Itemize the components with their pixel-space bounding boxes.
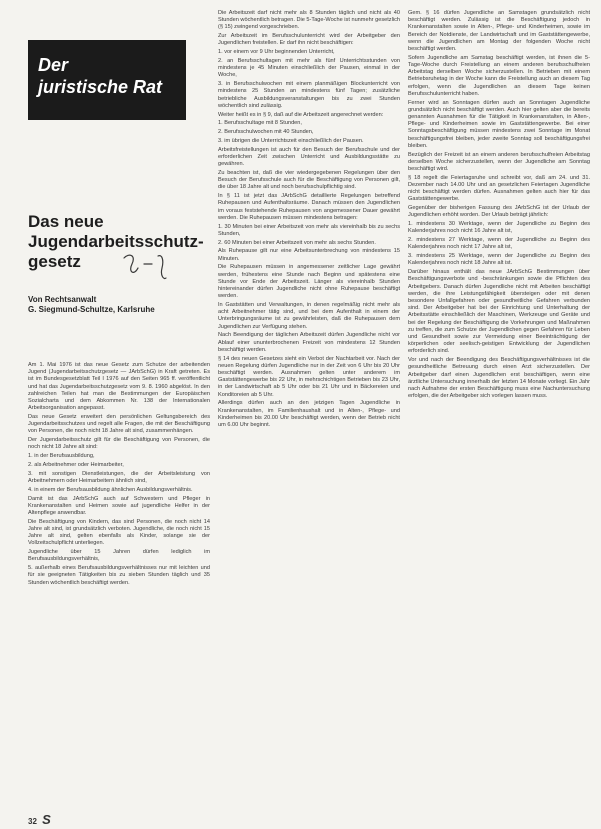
list-item: 5. außerhalb eines Berufsausbildungsverhältnisses nur mit leichten und für sie geeigneten Tätigkeiten bis zu sieben Stunden täglich und 35 Stunden wöchentlich beschäftigt werden. bbox=[28, 565, 210, 586]
list-item: 2. mindestens 27 Werktage, wenn der Jugendliche zu Beginn des Kalenderjahres noch nicht 17 Jahre alt ist, bbox=[408, 237, 590, 251]
author-line-2: G. Siegmund-Schultze, Karlsruhe bbox=[28, 305, 155, 314]
text-column-2 bbox=[218, 10, 400, 810]
list-item: 1. in der Berufsausbildung, bbox=[28, 453, 95, 460]
author-line-1: Von Rechtsanwalt bbox=[28, 295, 97, 304]
list-item: 3. mit sonstigen Dienstleistungen, die der Arbeitsleistung von Arbeitnehmern oder Heimarbeitern ähnlich sind, bbox=[28, 470, 210, 485]
page-number: 32 bbox=[28, 817, 37, 826]
handwritten-note bbox=[118, 250, 178, 284]
paragraph: Zur Arbeitszeit im Berufsschulunterricht wird der Arbeitgeber den Jugendlichen freistellen. Er darf ihn nicht beschäftigen: bbox=[218, 33, 400, 47]
paragraph: Zu beachten ist, daß die vier wiedergegebenen Regelungen über den Besuch der Berufsschule auch für die Beschäftigung von Personen gilt, die über 18 Jahre alt und noch berufsschulpflichtig sind. bbox=[218, 170, 400, 191]
paragraph: Damit ist das JArbSchG auch auf Schwestern und Pfleger in Krankenanstalten und Heimen sowie auf jugendliche Helfer in der Altenpflege anwendbar. bbox=[28, 495, 210, 517]
list-item: 3. mindestens 25 Werktage, wenn der Jugendliche zu Beginn des Kalenderjahres noch nicht 18 Jahre alt ist. bbox=[408, 253, 590, 267]
rubric-line-2: juristische Rat bbox=[38, 77, 163, 97]
list-item: 2. an Berufsschultagen mit mehr als fünf Unterrichtsstunden von mindestens je 45 Minuten einschließlich der Pausen, einmal in der Woche, bbox=[218, 58, 400, 79]
title-line-3: gesetz bbox=[28, 252, 81, 271]
paragraph: § 18 regelt die Feiertagsruhe und schreibt vor, daß am 24. und 31. Dezember nach 14.00 Uhr und an gesetzlichen Feiertagen Jugendliche nicht beschäftigt werden dürfen. Ausnahmen gelten auch hier für das Gaststättengewerbe. bbox=[408, 174, 590, 203]
paragraph: Vor und nach der Beendigung des Beschäftigungsverhältnisses ist die gesundheitliche Betreuung durch einen Arzt sicherzustellen. Der Arbeitgeber darf einen Jugendlichen erst beschäftigen, wenn eine ärztliche Untersuchung innerhalb der letzten 14 Monate vorliegt. Ein Jahr nach Aufnahme der ersten Beschäftigung muss eine Nachuntersuchung erfolgen, die der Arbeitgeber sich vorlegen lassen muss. bbox=[408, 357, 590, 400]
paragraph: Nach Beendigung der täglichen Arbeitszeit dürfen Jugendliche nicht vor Ablauf einer ununterbrochenen Freizeit von mindestens 12 Stunden beschäftigt werden. bbox=[218, 332, 400, 353]
paragraph: In § 11 ist jetzt das JArbSchG detaillierte Regelungen betreffend Ruhepausen und Aufenthaltsräume. Danach müssen den Jugendlichen im voraus feststehende Ruhepausen von angemessener Dauer gewährt werden. Die Ruhepausen müssen mindestens betragen: bbox=[218, 193, 400, 221]
paragraph: Am 1. Mai 1976 ist das neue Gesetz zum Schutze der arbeitenden Jugend (Jugendarbeitsschutzgesetz — JArbSchG) in Kraft getreten. Es ist im Bundesgesetzblatt Teil I 1976 auf den Seiten 965 ff. veröffentlicht und hat das Jugendarbeitsschutzgesetz vom 9. 8. 1960 abgelöst. In den zahlreichen Teilen hat man die Bestimmungen der Europäischen Sozialcharta und dem Abkommen Nr. 138 der Internationalen Arbeitsorganisation angepasst. bbox=[28, 362, 210, 412]
publisher-logo: S bbox=[42, 812, 51, 827]
list-item: 2. 60 Minuten bei einer Arbeitszeit von mehr als sechs Stunden. bbox=[218, 239, 376, 246]
paragraph: Allerdings dürfen auch an den jetzigen Tagen Jugendliche in Krankenanstalten, im Familienhaushalt und in Alten-, Pflege- und Kinderheimen bis 20.00 Uhr beschäftigt werden, wenn der Betrieb nicht um 6.00 Uhr beginnt. bbox=[218, 400, 400, 429]
paragraph: Der Jugendarbeitsschutz gilt für die Beschäftigung von Personen, die noch nicht 18 Jahre alt sind: bbox=[28, 437, 210, 451]
paragraph: Gem. § 16 dürfen Jugendliche an Samstagen grundsätzlich nicht beschäftigt werden. Zulässig ist die Beschäftigung jedoch in Krankenanstalten sowie in Alten-, Pflege- und Kinderheimen, sowie im Bereich der Notdienste, der Landwirtschaft und im Gaststättengewerbe, wenn die Jugendlichen am Montag der folgenden Woche nicht beschäftigt werden. bbox=[408, 10, 590, 53]
paragraph: Das neue Gesetz erweitert den persönlichen Geltungsbereich des Jugendarbeitsschutzes und regelt alle Fragen, die mit der Beschäftigung von Personen, die noch nicht 18 Jahre alt sind, zusammenhängen. bbox=[28, 414, 210, 435]
paragraph: § 14 des neuen Gesetzes sieht ein Verbot der Nachtarbeit vor. Nach der neuen Regelung dürfen Jugendliche nur in der Zeit von 6 Uhr bis 20 Uhr beschäftigt werden. Ausnahmen gelten unter anderem im Gaststättengewerbe bis 22 Uhr, in mehrschichtigen Betrieben bis 23 Uhr, in der Landwirtschaft ab 5 Uhr oder bis 21 Uhr und in Bäckereien und Konditoreien ab 5 Uhr. bbox=[218, 355, 400, 398]
paragraph: Jugendliche über 15 Jahren dürfen lediglich im Berufsausbildungsverhältnis, bbox=[28, 549, 210, 563]
paragraph: Sofern Jugendliche am Samstag beschäftigt werden, ist ihnen die 5-Tage-Woche durch Freistellung an einem anderen berufsschulfreien Arbeitstag derselben Woche sicherzustellen. In Betrieben mit einem Betriebsruhetag in der Woche kann die Freistellung auch an diesem Tag erfolgen, wenn die Jugendlichen an diesem Tage keinen Berufsschulunterricht haben. bbox=[408, 54, 590, 97]
text-column-1 bbox=[28, 362, 210, 802]
title-line-2: Jugendarbeitsschutz- bbox=[28, 232, 204, 251]
paragraph: Arbeitsfreistellungen ist auch für den Besuch der Berufsschule und der erforderlichen Zeit zwischen Unterricht und Ausbildungsstätte zu gewähren. bbox=[218, 146, 400, 168]
paragraph: Als Ruhepause gilt nur eine Arbeitsunterbrechung von mindestens 15 Minuten. bbox=[218, 248, 400, 262]
list-item: 2. Berufsschulwochen mit 40 Stunden, bbox=[218, 129, 314, 136]
list-item: 3. in Berufsschulwochen mit einem planmäßigen Blockunterricht von mindestens 25 Stunden an mindestens fünf Tagen; zusätzliche betriebliche Ausbildungsveranstaltungen bis zu zwei Stunden wöchentlich sind zulässig. bbox=[218, 81, 400, 109]
paragraph: Weiter heißt es in § 9, daß auf die Arbeitszeit angerechnet werden: bbox=[218, 111, 384, 118]
paragraph: Die Arbeitszeit darf nicht mehr als 8 Stunden täglich und nicht als 40 Stunden wöchentlich betragen. Die 5-Tage-Woche ist nunmehr gesetzlich (§ 15) zwingend vorgeschrieben. bbox=[218, 10, 400, 31]
paragraph: In Gaststätten und Verwaltungen, in denen regelmäßig nicht mehr als acht Arbeitnehmer tätig sind, und bei dem Aufenthalt in einem der Unterbringungsräume ist zu gewährleisten, daß die Ruhepausen dem Jugendlichen zur Verfügung stehen. bbox=[218, 302, 400, 330]
text-column-3 bbox=[408, 10, 590, 810]
list-item: 3. im übrigen die Unterrichtszeit einschließlich der Pausen. bbox=[218, 138, 364, 144]
paragraph: Bezüglich der Freizeit ist an einem anderen berufsschulfreien Arbeitstag derselben Woche sicherzustellen, wenn der Jugendliche am Sonntag beschäftigt wird. bbox=[408, 151, 590, 173]
paragraph: Die Beschäftigung von Kindern, das sind Personen, die noch nicht 14 Jahre alt sind, ist grundsätzlich verboten. Jugendliche, die noch nicht 15 Jahre alt sind, gelten ebenfalls als Kinder, solange sie der Vollzeitschulpflicht unterliegen. bbox=[28, 518, 210, 547]
title-line-1: Das neue bbox=[28, 212, 104, 231]
list-item: 1. mindestens 30 Werktage, wenn der Jugendliche zu Beginn des Kalenderjahres noch nicht 16 Jahre alt ist, bbox=[408, 221, 590, 235]
list-item: 1. 30 Minuten bei einer Arbeitszeit von mehr als viereinhalb bis zu sechs Stunden, bbox=[218, 223, 400, 237]
paragraph: Ferner wird an Sonntagen dürfen auch an Sonntagen Jugendliche grundsätzlich nicht beschäftigt werden. Auch hier gelten aber die bereits genannten Ausnahmen für die Tätigkeit in Krankenanstalten, in Alten-, Pflege- und Kinderheimen sowie im Gaststättengewerbe. Bei einer Sonntagsbeschäftigung müssen mindestens zwei Sonntage im Monat beschäftigungsfrei bleiben, jeder zweite Sonntag soll beschäftigungsfrei bleiben. bbox=[408, 99, 590, 149]
list-item: 1. Berufsschultage mit 8 Stunden, bbox=[218, 120, 302, 127]
list-item: 2. als Arbeitnehmer oder Heimarbeiter, bbox=[28, 462, 124, 469]
paragraph: Die Ruhepausen müssen in angemessener zeitlicher Lage gewährt werden, frühestens eine Stunde nach Beginn und spätestens eine Stunde vor Ende der Arbeitszeit. Länger als viereinhalb Stunden hintereinander dürfen Jugendliche nicht ohne Ruhepause beschäftigt werden. bbox=[218, 264, 400, 300]
rubric-box bbox=[28, 40, 186, 120]
page-footer bbox=[28, 812, 51, 827]
author-byline bbox=[28, 295, 198, 315]
list-item: 1. vor einem vor 9 Uhr beginnenden Unterricht, bbox=[218, 49, 335, 56]
list-item: 4. in einem der Berufsausbildung ähnlichen Ausbildungsverhältnis. bbox=[28, 486, 193, 493]
paragraph: Darüber hinaus enthält das neue JArbSchG Bestimmungen über Beschäftigungsverbote und -beschränkungen sowie die Pflichten des Arbeitgebers. Danach dürfen Jugendliche nicht mit Arbeiten beschäftigt werden, die ihre Leistungsfähigkeit übersteigen oder mit denen besondere Unfallgefahren oder gesundheitliche Gefahren verbunden sind. Der Arbeitgeber hat bei der Einrichtung und Unterhaltung der Arbeitsstätte einschließlich der Maschinen, Werkzeuge und Geräte und bei der Regelung der Beschäftigung die Vorkehrungen und Maßnahmen zu treffen, die zum Schutze der Jugendlichen gegen Gefahren für Leben und Gesundheit sowie zur Vermeidung einer Beeinträchtigung der körperlichen oder seelisch-geistigen Entwicklung der Jugendlichen erforderlich sind. bbox=[408, 269, 590, 355]
rubric-line-1: Der bbox=[38, 55, 69, 75]
paragraph: Gegenüber der bisherigen Fassung des JArbSchG ist der Urlaub der Jugendlichen erhöht worden. Der Urlaub beträgt jährlich: bbox=[408, 205, 590, 219]
